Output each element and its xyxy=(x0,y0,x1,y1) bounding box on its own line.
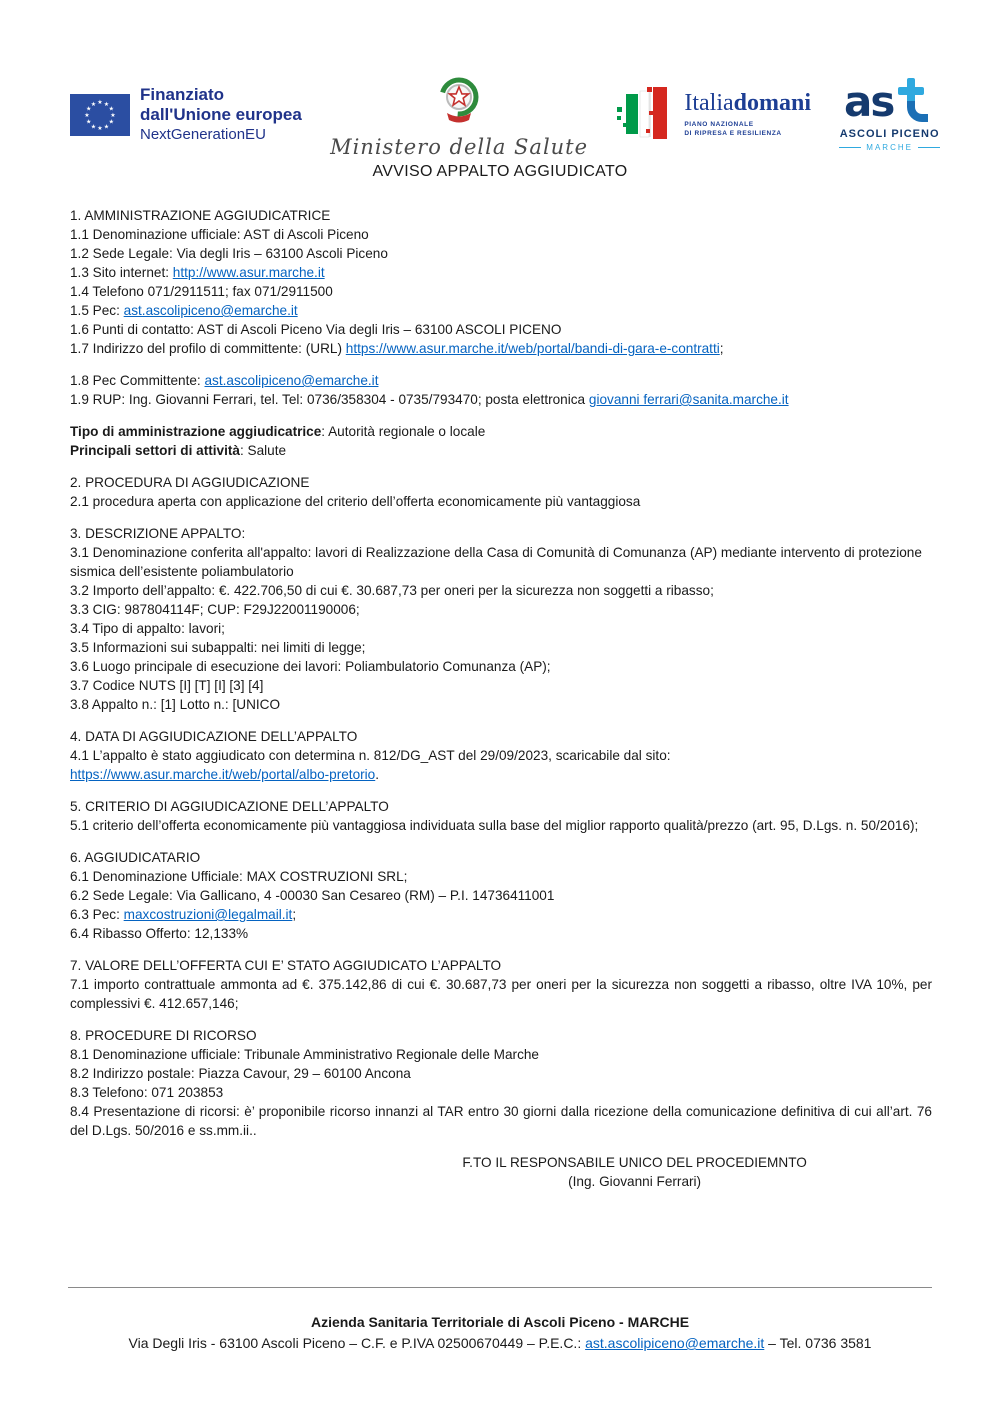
svg-text:★: ★ xyxy=(110,111,116,119)
italy-emblem-icon xyxy=(427,71,491,133)
svg-text:★: ★ xyxy=(103,123,110,130)
doc-line xyxy=(337,1172,932,1191)
doc-line xyxy=(70,473,932,492)
doc-line xyxy=(70,1045,932,1064)
doc-line xyxy=(70,924,932,943)
text-run: Via Degli Iris - 63100 Ascoli Piceno – C.F. e P.IVA 02500670449 – P.E.C.: xyxy=(128,1335,586,1351)
header-logos xyxy=(70,62,940,167)
doc-line xyxy=(70,225,932,244)
doc-line xyxy=(337,1153,932,1172)
svg-text:★: ★ xyxy=(84,111,90,119)
doc-line xyxy=(70,727,932,746)
svg-text:★: ★ xyxy=(97,124,103,132)
text-run: 2. PROCEDURA DI AGGIUDICAZIONE xyxy=(70,475,310,490)
doc-line xyxy=(70,1064,932,1083)
doc-line xyxy=(70,816,932,835)
doc-line xyxy=(70,301,932,320)
hyperlink[interactable]: giovanni ferrari@sanita.marche.it xyxy=(588,392,789,407)
text-run: 3.2 Importo dell’appalto: €. 422.706,50 di cui €. 30.687,73 per oneri per la sicurezza non soggetti a ribasso; xyxy=(70,583,714,598)
text-run: 1.6 Punti di contatto: AST di Ascoli Piceno Via degli Iris – 63100 ASCOLI PICENO xyxy=(70,322,562,337)
doc-line xyxy=(70,206,932,225)
hyperlink[interactable]: ast.ascolipiceno@emarche.it xyxy=(204,373,379,388)
italiadomani-title: Italiadomani xyxy=(684,89,812,116)
eu-flag-icon xyxy=(70,94,130,136)
doc-line xyxy=(70,339,932,358)
eu-logo-line3: NextGenerationEU xyxy=(140,126,266,144)
ast-logo xyxy=(839,77,940,152)
ministero-salute-label: Ministero della Salute xyxy=(330,134,589,159)
text-run: 2.1 procedura aperta con applicazione del criterio dell’offerta economicamente più vantaggiosa xyxy=(70,494,641,509)
svg-text:as: as xyxy=(843,77,893,125)
doc-line xyxy=(70,244,932,263)
doc-line xyxy=(70,524,932,543)
doc-line xyxy=(70,797,932,816)
text-run: 8.4 Presentazione di ricorsi: è’ proponibile ricorso innanzi al TAR entro 30 giorni dalla ricezione della comunicazione definitiva di cui all’art. 76 del D.Lgs. 50/2016 e ss.mm.ii.. xyxy=(70,1104,932,1138)
doc-line xyxy=(70,600,932,619)
text-run: – Tel. 0736 3581 xyxy=(764,1335,872,1351)
blank-line xyxy=(70,943,932,956)
doc-line xyxy=(70,848,932,867)
page-title: AVVISO APPALTO AGGIUDICATO xyxy=(372,163,628,180)
doc-line xyxy=(70,638,932,657)
hyperlink[interactable]: ast.ascolipiceno@emarche.it xyxy=(585,1335,765,1351)
eu-logo-line1: Finanziato xyxy=(140,85,225,105)
blank-line xyxy=(70,835,932,848)
blank-line xyxy=(70,511,932,524)
svg-text:★: ★ xyxy=(97,98,103,106)
doc-line xyxy=(70,282,932,301)
doc-line xyxy=(70,867,932,886)
text-run: F.TO IL RESPONSABILE UNICO DEL PROCEDIEMNTO xyxy=(462,1155,807,1170)
text-run: . xyxy=(375,767,380,782)
doc-line xyxy=(70,1102,932,1140)
doc-line xyxy=(70,422,932,441)
text-run: 4. DATA DI AGGIUDICAZIONE DELL’APPALTO xyxy=(70,729,358,744)
text-run: 5. CRITERIO DI AGGIUDICAZIONE DELL’APPALTO xyxy=(70,799,389,814)
doc-line xyxy=(70,746,932,765)
text-run: 3.4 Tipo di appalto: lavori; xyxy=(70,621,225,636)
eu-funding-logo xyxy=(70,85,302,143)
text-run: 7.1 importo contrattuale ammonta ad €. 375.142,86 di cui €. 30.687,73 per oneri per la sicurezza non soggetti a ribasso, oltre IVA 10%, per complessivi €. 412.657,146; xyxy=(70,977,932,1011)
doc-line xyxy=(70,581,932,600)
doc-line xyxy=(70,441,932,460)
footer-divider xyxy=(68,1287,932,1288)
italiadomani-logo xyxy=(616,85,811,145)
eu-logo-line2: dall'Unione europea xyxy=(140,104,302,124)
text-run: 3.1 Denominazione conferita all'appalto: lavori di Realizzazione della Casa di Comunità di Comunanza (AP) mediante intervento di protezione sismica dell’esistente poliambulatorio xyxy=(70,545,922,579)
doc-line xyxy=(70,1026,932,1045)
text-run: 1.3 Sito internet: xyxy=(70,265,173,280)
pixel-flag-icon xyxy=(616,85,676,145)
ast-region-label: MARCHE xyxy=(839,143,940,152)
hyperlink[interactable]: https://www.asur.marche.it/web/portal/bandi-di-gara-e-contratti xyxy=(345,341,720,356)
blank-line xyxy=(70,409,932,422)
doc-line xyxy=(70,905,932,924)
doc-line xyxy=(70,390,932,409)
footer-address xyxy=(68,1333,932,1354)
doc-line xyxy=(70,543,932,581)
blank-line xyxy=(70,358,932,371)
text-run: 1.5 Pec: xyxy=(70,303,124,318)
text-run: 7. VALORE DELL’OFFERTA CUI E’ STATO AGGIUDICATO L’APPALTO xyxy=(70,958,502,973)
footer-org-name: Azienda Sanitaria Territoriale di Ascoli Piceno - MARCHE xyxy=(310,1314,690,1330)
text-run: 6.3 Pec: xyxy=(70,907,124,922)
text-run: 1.7 Indirizzo del profilo di committente: (URL) xyxy=(70,341,346,356)
svg-text:★: ★ xyxy=(90,123,97,130)
text-run: 8.3 Telefono: 071 203853 xyxy=(70,1085,224,1100)
text-run: Principali settori di attività xyxy=(70,443,240,458)
doc-line xyxy=(70,956,932,975)
svg-text:★: ★ xyxy=(103,100,110,108)
ast-mark-icon xyxy=(844,77,936,125)
text-run: 6.2 Sede Legale: Via Gallicano, 4 -00030 San Cesareo (RM) – P.I. 14736411001 xyxy=(70,888,555,903)
doc-line xyxy=(70,263,932,282)
text-run: 1.4 Telefono 071/2911511; fax 071/2911500 xyxy=(70,284,333,299)
text-run: 3.8 Appalto n.: [1] Lotto n.: [UNICO xyxy=(70,697,281,712)
svg-text:★: ★ xyxy=(90,100,97,108)
text-run: 6. AGGIUDICATARIO xyxy=(70,850,201,865)
doc-line xyxy=(70,320,932,339)
text-run: 3.5 Informazioni sui subappalti: nei limiti di legge; xyxy=(70,640,366,655)
doc-line xyxy=(70,619,932,638)
text-run: ; xyxy=(719,341,724,356)
text-run: 1. AMMINISTRAZIONE AGGIUDICATRICE xyxy=(70,208,331,223)
doc-line xyxy=(70,886,932,905)
document-body xyxy=(70,206,932,1191)
eu-flag-stars xyxy=(84,99,115,132)
text-run: 5.1 criterio dell’offerta economicamente più vantaggiosa individuata sulla base del miglior rapporto qualità/prezzo (art. 95, D.Lgs. n. 50/2016); xyxy=(70,818,919,833)
doc-line xyxy=(70,1083,932,1102)
svg-text:★: ★ xyxy=(86,118,92,126)
doc-line xyxy=(70,492,932,511)
blank-line xyxy=(70,1140,932,1153)
hyperlink[interactable]: ast.ascolipiceno@emarche.it xyxy=(123,303,298,318)
text-run: 3.6 Luogo principale di esecuzione dei lavori: Poliambulatorio Comunanza (AP); xyxy=(70,659,551,674)
text-run: : Salute xyxy=(239,443,287,458)
text-run: 6.4 Ribasso Offerto: 12,133% xyxy=(70,926,249,941)
doc-line xyxy=(70,676,932,695)
ministero-salute-logo xyxy=(330,71,588,159)
text-run: 1.1 Denominazione ufficiale: AST di Ascoli Piceno xyxy=(70,227,369,242)
doc-line xyxy=(70,657,932,676)
text-run: 1.2 Sede Legale: Via degli Iris – 63100 Ascoli Piceno xyxy=(70,246,388,261)
text-run: : Autorità regionale o locale xyxy=(321,424,486,439)
svg-text:★: ★ xyxy=(86,105,92,113)
text-run: 3.3 CIG: 987804114F; CUP: F29J22001190006; xyxy=(70,602,360,617)
blank-line xyxy=(70,784,932,797)
text-run: 8.2 Indirizzo postale: Piazza Cavour, 29 – 60100 Ancona xyxy=(70,1066,411,1081)
doc-line xyxy=(70,765,932,784)
hyperlink[interactable]: https://www.asur.marche.it/web/portal/albo-pretorio xyxy=(70,767,376,782)
doc-line xyxy=(70,371,932,390)
text-run: 4.1 L’appalto è stato aggiudicato con determina n. 812/DG_AST del 29/09/2023, scaricabile dal sito: xyxy=(70,748,671,763)
text-run: 6.1 Denominazione Ufficiale: MAX COSTRUZIONI SRL; xyxy=(70,869,408,884)
italiadomani-subtitle: PIANO NAZIONALE DI RIPRESA E RESILIENZA xyxy=(684,120,782,137)
text-run: 3.7 Codice NUTS [I] [T] [I] [3] [4] xyxy=(70,678,264,693)
svg-text:★: ★ xyxy=(108,118,114,126)
ast-name-label: ASCOLI PICENO xyxy=(839,128,940,140)
doc-line xyxy=(70,695,932,714)
hyperlink[interactable]: maxcostruzioni@legalmail.it xyxy=(123,907,293,922)
text-run: 8. PROCEDURE DI RICORSO xyxy=(70,1028,257,1043)
text-run: 1.8 Pec Committente: xyxy=(70,373,205,388)
blank-line xyxy=(70,1013,932,1026)
blank-line xyxy=(70,460,932,473)
page-footer xyxy=(68,1287,932,1354)
text-run: 8.1 Denominazione ufficiale: Tribunale Amministrativo Regionale delle Marche xyxy=(70,1047,539,1062)
text-run: 3. DESCRIZIONE APPALTO: xyxy=(70,526,246,541)
text-run: Tipo di amministrazione aggiudicatrice xyxy=(70,424,322,439)
text-run: (Ing. Giovanni Ferrari) xyxy=(568,1174,702,1189)
text-run: ; xyxy=(292,907,297,922)
svg-text:★: ★ xyxy=(108,105,114,113)
hyperlink[interactable]: http://www.asur.marche.it xyxy=(172,265,325,280)
text-run: 1.9 RUP: Ing. Giovanni Ferrari, tel. Tel: 0736/358304 - 0735/793470; posta elettronica xyxy=(70,392,589,407)
doc-line xyxy=(70,975,932,1013)
blank-line xyxy=(70,714,932,727)
